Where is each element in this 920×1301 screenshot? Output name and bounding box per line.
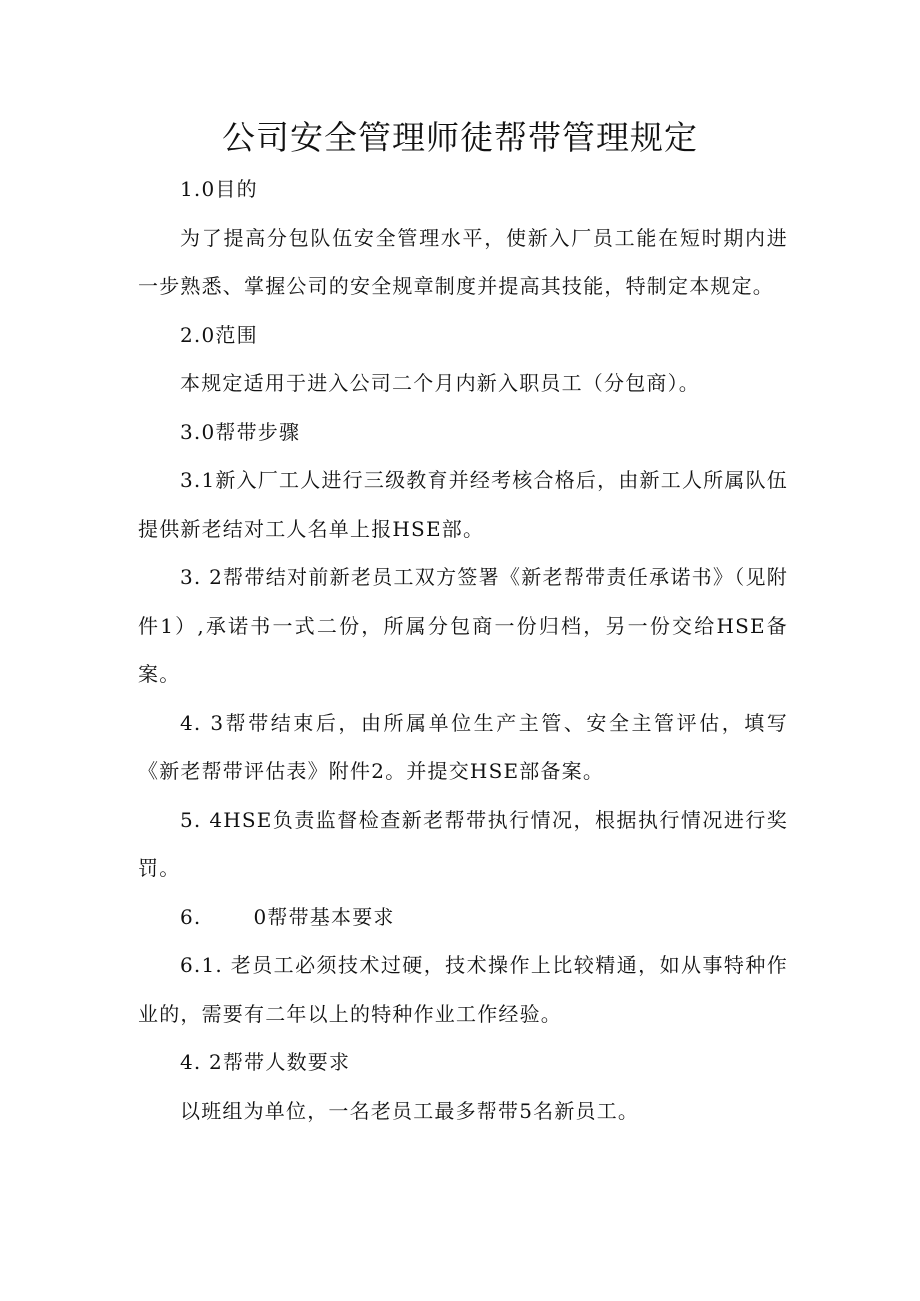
section-number: 6. bbox=[180, 904, 202, 929]
paragraph-step-3-1: 3.1新入厂工人进行三级教育并经考核合格后，由新工人所属队伍提供新老结对工人名单上报HSE部。 bbox=[138, 468, 788, 541]
paragraph-purpose: 为了提高分包队伍安全管理水平，使新入厂员工能在短时期内进一步熟悉、掌握公司的安全规章制度并提高其技能，特制定本规定。 bbox=[138, 225, 788, 298]
paragraph-step-3-2: 3. 2帮带结对前新老员工双方签署《新老帮带责任承诺书》（见附件1）,承诺书一式二份，所属分包商一份归档，另一份交给HSE备案。 bbox=[138, 565, 788, 686]
section-heading-headcount: 4. 2帮带人数要求 bbox=[180, 1050, 351, 1074]
document-title: 公司安全管理师徒帮带管理规定 bbox=[222, 118, 698, 157]
section-heading-steps: 3.0帮带步骤 bbox=[180, 419, 301, 444]
paragraph-headcount: 以班组为单位，一名老员工最多帮带5名新员工。 bbox=[180, 1098, 640, 1123]
section-heading-requirements bbox=[138, 893, 788, 942]
paragraph-requirement-6-1: 6.1. 老员工必须技术过硬，技术操作上比较精通，如从事特种作业的，需要有二年以上的特种作业工作经验。 bbox=[138, 953, 788, 1026]
paragraph-scope: 本规定适用于进入公司二个月内新入职员工（分包商）。 bbox=[180, 371, 700, 395]
paragraph-step-5-4: 5. 4HSE负责监督检查新老帮带执行情况，根据执行情况进行奖罚。 bbox=[138, 807, 788, 880]
section-heading-text: 0帮带基本要求 bbox=[253, 904, 395, 929]
paragraph-step-4-3: 4. 3帮带结束后，由所属单位生产主管、安全主管评估，填写《新老帮带评估表》附件2。并提交HSE部备案。 bbox=[138, 710, 788, 783]
document-body bbox=[138, 165, 788, 1135]
section-heading-purpose: 1.0目的 bbox=[180, 177, 258, 201]
section-heading-scope: 2.0范围 bbox=[180, 322, 258, 347]
